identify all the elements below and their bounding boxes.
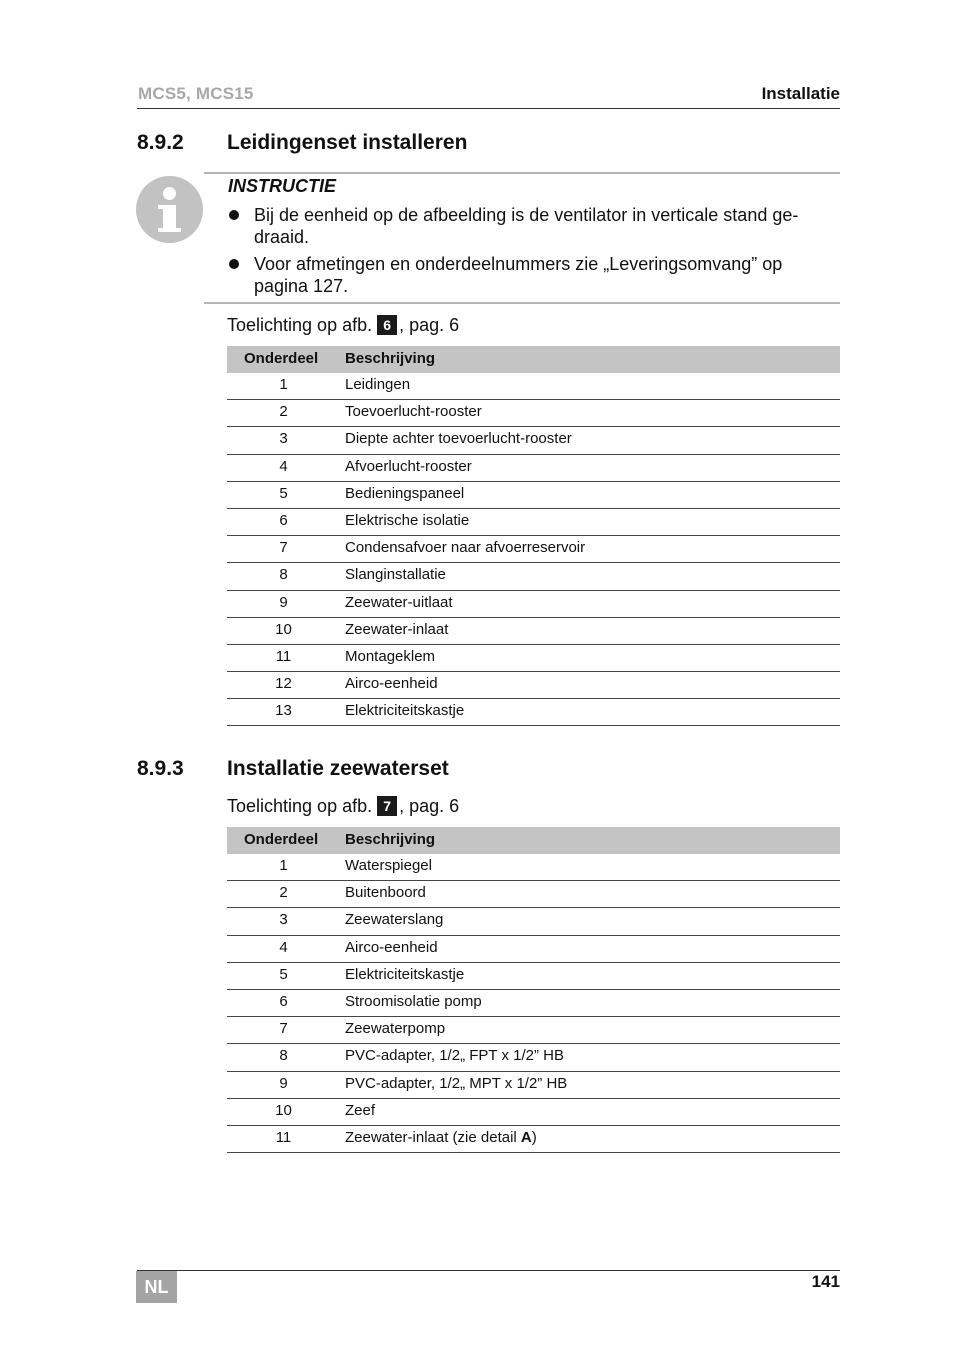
table-row — [227, 400, 840, 427]
caption-suffix: , pag. 6 — [399, 315, 460, 335]
table-row — [227, 1099, 840, 1126]
note-heading: INSTRUCTIE — [228, 176, 336, 196]
table-row — [227, 936, 840, 963]
detail-label: A — [520, 1128, 532, 1146]
part-description: Buitenboord — [345, 884, 426, 902]
figure-caption — [227, 315, 459, 336]
table-row — [227, 509, 840, 536]
table-row — [227, 427, 840, 454]
part-number: 4 — [279, 457, 288, 475]
language-badge: NL — [136, 1271, 177, 1303]
figure-number-badge: 7 — [377, 796, 397, 816]
section-title: Leidingenset installeren — [227, 131, 468, 154]
table-row — [227, 482, 840, 509]
table-body — [227, 373, 840, 726]
table-row — [227, 1126, 840, 1153]
table-row — [227, 672, 840, 699]
table-row — [227, 455, 840, 482]
table-row — [227, 645, 840, 672]
caption-prefix: Toelichting op afb. — [227, 315, 373, 335]
part-number: 7 — [279, 539, 288, 557]
part-number: 13 — [275, 702, 292, 720]
part-description: PVC-adapter, 1/2„ FPT x 1/2” HB — [345, 1047, 564, 1065]
note-bullet-text: Voor afmetingen en onderdeelnummers zie „Leveringsomvang” op pagina 127. — [254, 254, 783, 296]
table-body — [227, 854, 840, 1153]
table-row — [227, 1072, 840, 1099]
table-row — [227, 1017, 840, 1044]
caption-suffix: , pag. 6 — [399, 796, 460, 816]
part-description: Elektriciteitskastje — [345, 965, 465, 983]
part-description: Zeewater-inlaat — [345, 620, 449, 638]
part-description: PVC-adapter, 1/2„ MPT x 1/2” HB — [345, 1074, 568, 1092]
part-number: 4 — [279, 938, 288, 956]
table-row — [227, 1044, 840, 1071]
part-number: 11 — [275, 1128, 292, 1146]
table-row — [227, 373, 840, 400]
section-title: Installatie zeewaterset — [227, 757, 449, 780]
part-description: Zeewater-uitlaat — [345, 593, 453, 611]
part-description: Zeewaterpomp — [345, 1020, 446, 1038]
description-text-end: ) — [531, 1128, 537, 1146]
table-row — [227, 536, 840, 563]
table-row — [227, 908, 840, 935]
product-name: MCS5, MCS15 — [138, 84, 254, 103]
part-number: 3 — [279, 430, 288, 448]
part-description: Afvoerlucht-rooster — [345, 457, 472, 475]
caption-prefix: Toelichting op afb. — [227, 796, 373, 816]
note-bottom-rule — [204, 302, 840, 304]
table-row — [227, 881, 840, 908]
footer-divider — [137, 1270, 840, 1271]
table-header — [227, 827, 840, 854]
part-number: 9 — [279, 1074, 288, 1092]
part-number: 8 — [279, 1047, 288, 1065]
part-number: 10 — [275, 1101, 292, 1119]
part-number: 11 — [275, 647, 292, 665]
bullet-icon — [229, 259, 239, 269]
part-description: Montageklem — [345, 647, 436, 665]
page-number: 141 — [811, 1272, 840, 1291]
part-number: 5 — [279, 965, 288, 983]
chapter-title: Installatie — [761, 84, 840, 103]
part-description: Stroomisolatie pomp — [345, 992, 482, 1010]
part-description: Slanginstallatie — [345, 566, 446, 584]
section-number: 8.9.3 — [137, 757, 184, 780]
part-description: Zeewaterslang — [345, 911, 444, 929]
part-description: Elektrische isolatie — [345, 511, 470, 529]
part-description: Leidingen — [345, 376, 411, 393]
part-description: Airco-eenheid — [345, 938, 438, 956]
bullet-icon — [229, 210, 239, 220]
part-number: 1 — [279, 376, 288, 393]
part-description: Toevoerlucht-rooster — [345, 403, 482, 421]
table-row — [227, 990, 840, 1017]
column-header-part: Onderdeel — [244, 831, 319, 848]
note-bullet-text: Bij de eenheid op de afbeelding is de ventilator in verticale stand ge-draaid. — [254, 205, 799, 247]
part-description: Bedieningspaneel — [345, 484, 465, 502]
part-description: Diepte achter toevoerlucht-rooster — [345, 430, 572, 448]
part-number: 10 — [275, 620, 292, 638]
part-number: 12 — [275, 675, 292, 693]
table-row — [227, 699, 840, 726]
table-row — [227, 854, 840, 881]
part-number: 2 — [279, 403, 288, 421]
section-number: 8.9.2 — [137, 131, 184, 154]
table-row — [227, 963, 840, 990]
part-description — [345, 1129, 537, 1146]
part-number: 2 — [279, 884, 288, 902]
header-divider — [137, 108, 840, 109]
column-header-description: Beschrijving — [345, 350, 436, 367]
part-description: Zeef — [345, 1101, 376, 1119]
column-header-description: Beschrijving — [345, 831, 436, 848]
table-row — [227, 591, 840, 618]
description-text: Zeewater-inlaat (zie detail — [345, 1128, 521, 1146]
parts-table — [227, 346, 840, 726]
part-number: 6 — [279, 992, 288, 1010]
part-description: Airco-eenheid — [345, 675, 438, 693]
column-header-part: Onderdeel — [244, 350, 319, 367]
figure-caption — [227, 796, 459, 817]
part-description: Condensafvoer naar afvoerreservoir — [345, 539, 586, 557]
part-description: Elektriciteitskastje — [345, 702, 465, 720]
part-number: 3 — [279, 911, 288, 929]
part-number: 8 — [279, 566, 288, 584]
part-number: 1 — [279, 857, 288, 874]
part-number: 7 — [279, 1020, 288, 1038]
part-number: 9 — [279, 593, 288, 611]
table-row — [227, 563, 840, 590]
figure-number-badge: 6 — [377, 315, 397, 335]
parts-table — [227, 827, 840, 1153]
part-number: 6 — [279, 511, 288, 529]
part-description: Waterspiegel — [345, 857, 432, 874]
part-number: 5 — [279, 484, 288, 502]
note-top-rule — [204, 172, 840, 174]
info-icon — [136, 176, 203, 243]
table-row — [227, 618, 840, 645]
table-header — [227, 346, 840, 373]
